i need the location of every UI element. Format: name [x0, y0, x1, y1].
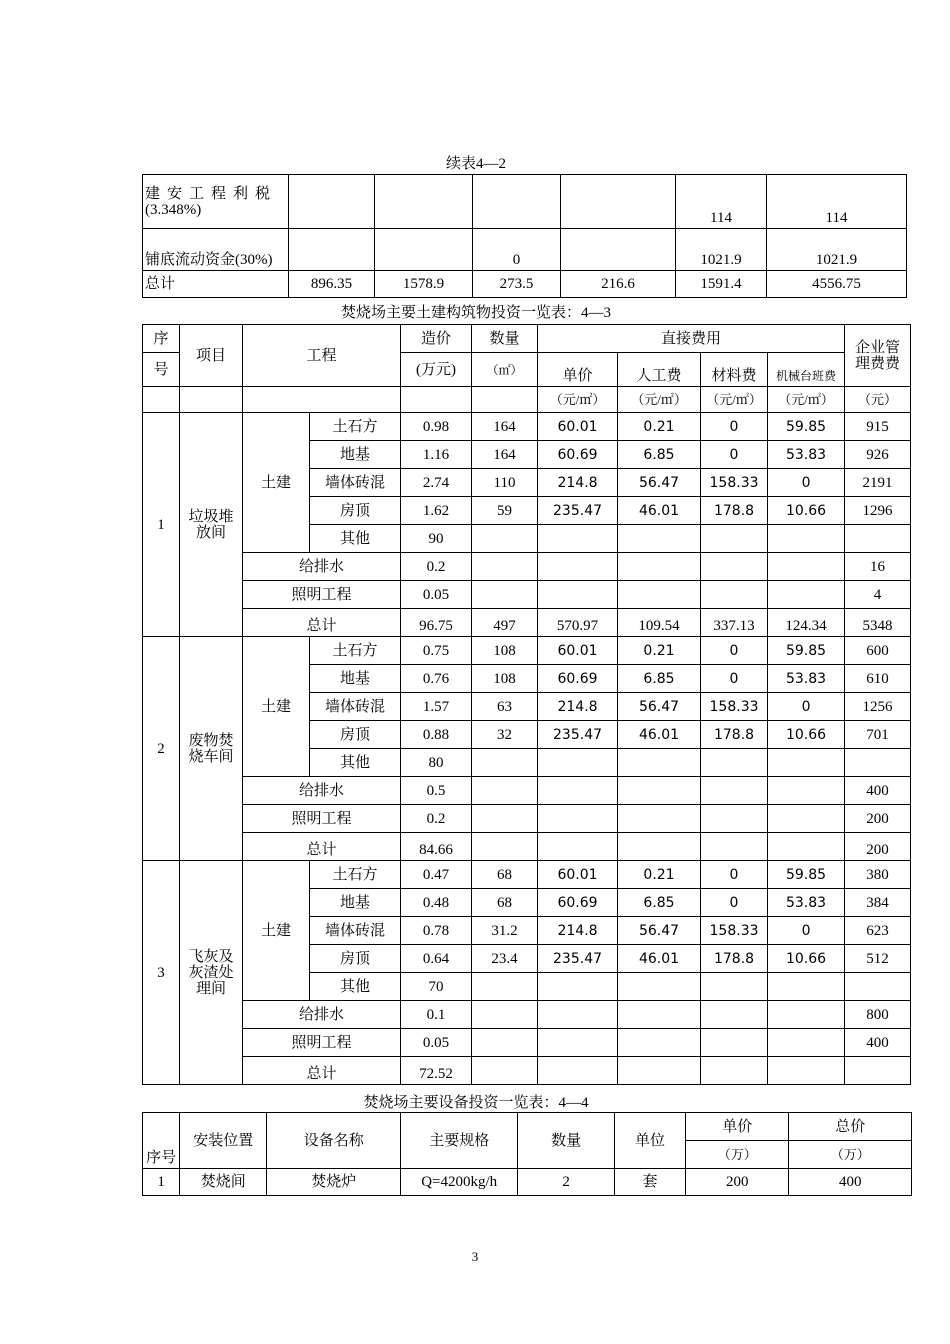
table-4-2 [142, 174, 907, 298]
table-row: 地基 0.76 108 60.69 6.85 0 53.83 610 [143, 665, 911, 693]
row-label: 铺底流动资金(30%) [143, 229, 289, 271]
table-row: 总计 96.75 497 570.97 109.54 337.13 124.34 5348 [143, 609, 911, 637]
sub-item-name: 墙体砖混 [310, 693, 401, 721]
sub-item-name: 土石方 [310, 413, 401, 441]
row-label: 建安工程利税 (3.348%) [143, 175, 289, 229]
table-row: 1 垃圾堆 放间 土建 土石方 0.98 164 60.01 0.21 0 59.85 915 [143, 413, 911, 441]
table-row: 总计 896.35 1578.9 273.5 216.6 1591.4 4556.75 [143, 271, 907, 298]
sub-item-name: 地基 [310, 665, 401, 693]
mgmt-header: 企业管 理费费 [845, 325, 911, 387]
sub-item-name: 其他 [310, 749, 401, 777]
table-row: 总计 84.66 200 [143, 833, 911, 861]
table-row: 墙体砖混 0.78 31.2 214.8 56.47 158.33 0 623 [143, 917, 911, 945]
group-seq: 3 [143, 861, 180, 1085]
table-4-4 [142, 1112, 912, 1196]
table-row: 其他 90 [143, 525, 911, 553]
table-header-row: 序号 安装位置 设备名称 主要规格 数量 单位 单价 总价 [143, 1113, 912, 1141]
sub-item-name: 其他 [310, 973, 401, 1001]
sub-item-name: 土石方 [310, 637, 401, 665]
sub-item-name: 墙体砖混 [310, 469, 401, 497]
table44-caption: 焚烧场主要设备投资一览表：4—4 [363, 1095, 589, 1111]
table-row: 其他 80 [143, 749, 911, 777]
total-label: 总计 [243, 1057, 401, 1085]
sub-item-name: 地基 [310, 889, 401, 917]
sub-item-name: 房顶 [310, 721, 401, 749]
table-row: 地基 0.48 68 60.69 6.85 0 53.83 384 [143, 889, 911, 917]
table-row: 照明工程 0.05 400 [143, 1029, 911, 1057]
table-row: 铺底流动资金(30%) 0 1021.9 1021.9 [143, 229, 907, 271]
table-row: 3 飞灰及 灰渣处 理间 土建 土石方 0.47 68 60.01 0.21 0 59.85 380 [143, 861, 911, 889]
sub-item-name: 照明工程 [243, 581, 401, 609]
sub-item-name: 给排水 [243, 553, 401, 581]
sub-item-name: 给排水 [243, 777, 401, 805]
table-row: 总计 72.52 [143, 1057, 911, 1085]
total-label: 总计 [243, 833, 401, 861]
table-row: 房顶 0.88 32 235.47 46.01 178.8 10.66 701 [143, 721, 911, 749]
table-row: 墙体砖混 1.57 63 214.8 56.47 158.33 0 1256 [143, 693, 911, 721]
sub-item-name: 房顶 [310, 945, 401, 973]
table-row: 给排水 0.2 16 [143, 553, 911, 581]
group-seq: 2 [143, 637, 180, 861]
table-row: 照明工程 0.2 200 [143, 805, 911, 833]
sub-item-name: 墙体砖混 [310, 917, 401, 945]
table-row: 房顶 0.64 23.4 235.47 46.01 178.8 10.66 512 [143, 945, 911, 973]
group-category: 土建 [243, 637, 310, 777]
sub-item-name: 地基 [310, 441, 401, 469]
sub-item-name: 给排水 [243, 1001, 401, 1029]
table-row: 房顶 1.62 59 235.47 46.01 178.8 10.66 1296 [143, 497, 911, 525]
table-row: 1 焚烧间 焚烧炉 Q=4200kg/h 2 套 200 400 [143, 1169, 912, 1196]
sub-item-name: 房顶 [310, 497, 401, 525]
sub-item-name: 照明工程 [243, 1029, 401, 1057]
group-item: 飞灰及 灰渣处 理间 [180, 861, 243, 1085]
table-header-row: （元/㎡） （元/㎡） （元/㎡） （元/㎡） （元） [143, 387, 911, 413]
table-row: 2 废物焚 烧车间 土建 土石方 0.75 108 60.01 0.21 0 59.85 600 [143, 637, 911, 665]
table-row: 墙体砖混 2.74 110 214.8 56.47 158.33 0 2191 [143, 469, 911, 497]
table-row: 其他 70 [143, 973, 911, 1001]
page-number: 3 [471, 1249, 479, 1264]
group-seq: 1 [143, 413, 180, 637]
table-row: 地基 1.16 164 60.69 6.85 0 53.83 926 [143, 441, 911, 469]
group-category: 土建 [243, 861, 310, 1001]
sub-item-name: 照明工程 [243, 805, 401, 833]
table-header-row: 号 (万元) （㎡） 单价 人工费 材料费 机械台班费 [143, 353, 911, 387]
table-header-row: 序 项目 工程 造价 数量 直接费用 企业管 理费费 [143, 325, 911, 353]
sub-item-name: 土石方 [310, 861, 401, 889]
table42-caption: 续表4—2 [445, 156, 506, 172]
table-row: 给排水 0.1 800 [143, 1001, 911, 1029]
table-row: 给排水 0.5 400 [143, 777, 911, 805]
table-row: 照明工程 0.05 4 [143, 581, 911, 609]
total-label: 总计 [243, 609, 401, 637]
group-item: 废物焚 烧车间 [180, 637, 243, 861]
group-item: 垃圾堆 放间 [180, 413, 243, 637]
table-row: 建安工程利税 (3.348%) 114 114 [143, 175, 907, 229]
table-header-row: （万） （万） [143, 1141, 912, 1169]
group-category: 土建 [243, 413, 310, 553]
table43-caption: 焚烧场主要土建构筑物投资一览表：4—3 [340, 305, 611, 321]
table-4-3 [142, 324, 911, 1085]
sub-item-name: 其他 [310, 525, 401, 553]
row-label: 总计 [143, 271, 289, 298]
